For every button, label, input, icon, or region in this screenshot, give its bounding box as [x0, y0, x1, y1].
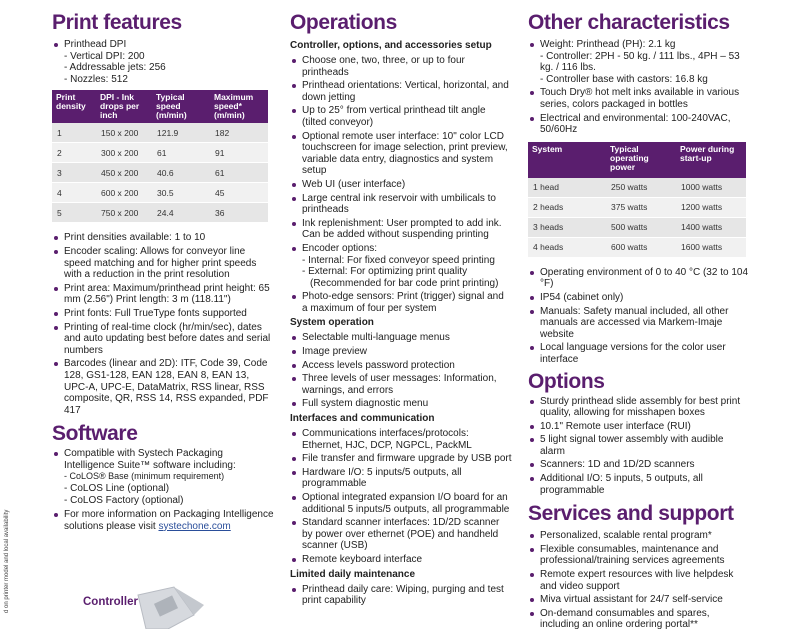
table-cell: 1200 watts: [676, 197, 746, 217]
table-row: [52, 143, 268, 163]
table-cell: 182: [210, 123, 268, 143]
other-characteristics-heading: Other characteristics: [528, 11, 730, 34]
software-sub-item: - CoLOS® Base (minimum requirement): [64, 471, 225, 482]
print-density-table: [52, 90, 268, 223]
software-sub-item: - CoLOS Line (optional): [64, 483, 170, 495]
encoder-sub-item: - Internal: For fixed conveyor speed printing: [302, 254, 495, 266]
table-row: [528, 178, 746, 198]
list-item: [528, 39, 750, 85]
table-cell: 750 x 200: [96, 203, 152, 223]
encoder-sub-item: (Recommended for bar code print printing): [310, 277, 499, 289]
systechone-link[interactable]: systechone.com: [158, 520, 231, 532]
list-item: Flexible consumables, maintenance and professional/training services agreements: [528, 544, 750, 567]
table-cell: 1600 watts: [676, 237, 746, 257]
list-item: 5 light signal tower assembly with audible alarm: [528, 434, 750, 457]
list-item: On-demand consumables and spares, including an online ordering portal**: [528, 608, 750, 631]
table-cell: 1400 watts: [676, 217, 746, 237]
table-row: [52, 123, 268, 143]
list-item: Three levels of user messages: Information, warnings, and errors: [290, 373, 512, 396]
column-other: [528, 0, 750, 633]
list-item: Encoder scaling: Allows for conveyor line speed matching and for higher print speeds with a reduction in the print resolution: [52, 246, 274, 281]
print-features-heading: Print features: [52, 11, 182, 34]
operations-heading: Operations: [290, 11, 397, 34]
list-item: Full system diagnostic menu: [290, 398, 512, 410]
table-cell: 61: [152, 143, 210, 163]
column-print-features: [52, 0, 274, 534]
encoder-options-label: Encoder options:: [302, 242, 378, 254]
table-cell: 121.9: [152, 123, 210, 143]
list-item: Operating environment of 0 to 40 °C (32 to 104 °F): [528, 267, 750, 290]
list-item: Ink replenishment: User prompted to add ink. Can be added without suspending printing: [290, 218, 512, 241]
table-row: [528, 217, 746, 237]
list-item: Print fonts: Full TrueType fonts supported: [52, 308, 274, 320]
list-item: Up to 25° from vertical printhead tilt angle (tilted conveyor): [290, 105, 512, 128]
list-item: File transfer and firmware upgrade by USB port: [290, 453, 512, 465]
table-header: Typical speed (m/min): [152, 90, 210, 123]
table-cell: 30.5: [152, 183, 210, 203]
controller-setup-heading: Controller, options, and accessories setup: [290, 40, 492, 51]
table-cell: 2: [52, 143, 96, 163]
list-item: Touch Dry® hot melt inks available in various series, colors packaged in bottles: [528, 87, 750, 110]
power-table: [528, 142, 746, 258]
column-operations: [290, 0, 512, 609]
table-cell: 5: [52, 203, 96, 223]
list-item: Printhead daily care: Wiping, purging and test print capability: [290, 584, 512, 607]
list-item: Personalized, scalable rental program*: [528, 530, 750, 542]
list-item: Local language versions for the color user interface: [528, 342, 750, 365]
weight-sub-item: - Controller base with castors: 16.8 kg: [540, 73, 708, 85]
table-cell: 250 watts: [606, 178, 676, 198]
dpi-sub-item: - Nozzles: 512: [64, 73, 128, 85]
table-header: System: [528, 142, 606, 178]
list-item: [52, 448, 274, 506]
list-item: IP54 (cabinet only): [528, 292, 750, 304]
list-item: Printhead orientations: Vertical, horizontal, and down jetting: [290, 80, 512, 103]
list-item: Scanners: 1D and 1D/2D scanners: [528, 459, 750, 471]
table-header: Power during start-up: [676, 142, 746, 178]
table-cell: 45: [210, 183, 268, 203]
table-cell: 300 x 200: [96, 143, 152, 163]
list-item: Communications interfaces/protocols: Ethernet, HJC, DCP, NGPCL, PackML: [290, 428, 512, 451]
table-cell: 375 watts: [606, 197, 676, 217]
list-item: Web UI (user interface): [290, 179, 512, 191]
table-header: Print density: [52, 90, 96, 123]
table-cell: 1: [52, 123, 96, 143]
table-row: [528, 237, 746, 257]
list-item: Print area: Maximum/printhead print height: 65 mm (2.56") Print length: 3 m (118.11"): [52, 283, 274, 306]
table-row: [528, 197, 746, 217]
list-item: Standard scanner interfaces: 1D/2D scanner by power over ethernet (POE) and handheld scanner (USB): [290, 517, 512, 552]
table-cell: 4 heads: [528, 237, 606, 257]
side-footnote: d on printer model and local availability: [4, 509, 10, 613]
table-cell: 150 x 200: [96, 123, 152, 143]
table-cell: 61: [210, 163, 268, 183]
printhead-dpi-item: [52, 39, 274, 85]
list-item: Remote keyboard interface: [290, 554, 512, 566]
list-item: Miva virtual assistant for 24/7 self-service: [528, 594, 750, 606]
list-item: Photo-edge sensors: Print (trigger) signal and a maximum of four per system: [290, 291, 512, 314]
table-cell: 600 watts: [606, 237, 676, 257]
table-cell: 24.4: [152, 203, 210, 223]
controller-label: Controller: [83, 596, 138, 608]
list-item: Large central ink reservoir with umbilicals to printheads: [290, 193, 512, 216]
table-row: [52, 163, 268, 183]
services-heading: Services and support: [528, 502, 734, 526]
list-item: Sturdy printhead slide assembly for best print quality, allowing for misshapen boxes: [528, 396, 750, 419]
list-item: Manuals: Safety manual included, all other manuals are accessed via Markem-Imaje website: [528, 306, 750, 341]
table-cell: 4: [52, 183, 96, 203]
software-sub-item: - CoLOS Factory (optional): [64, 494, 184, 506]
list-item: Choose one, two, three, or up to four printheads: [290, 55, 512, 78]
table-row: [52, 203, 268, 223]
table-header: DPI - Ink drops per inch: [96, 90, 152, 123]
interfaces-heading: Interfaces and communication: [290, 413, 435, 425]
dpi-sub-item: - Addressable jets: 256: [64, 62, 166, 74]
software-heading: Software: [52, 422, 138, 446]
table-cell: 450 x 200: [96, 163, 152, 183]
list-item: Hardware I/O: 5 inputs/5 outputs, all programmable: [290, 467, 512, 490]
table-header: Maximum speed* (m/min): [210, 90, 268, 123]
more-info-text: For more information on Packaging Intelligence solutions please visit: [64, 509, 274, 532]
system-operation-heading: System operation: [290, 317, 374, 329]
options-heading: Options: [528, 369, 605, 393]
software-compat-text: Compatible with Systech Packaging Intelligence Suite™ software including:: [64, 448, 236, 471]
list-item: Optional integrated expansion I/O board for an additional 5 inputs/5 outputs, all programmable: [290, 492, 512, 515]
list-item: Additional I/O: 5 inputs, 5 outputs, all programmable: [528, 473, 750, 496]
list-item: Electrical and environmental: 100-240VAC, 50/60Hz: [528, 113, 750, 136]
list-item: Access levels password protection: [290, 360, 512, 372]
weight-text: Weight: Printhead (PH): 2.1 kg: [540, 39, 676, 50]
maintenance-heading: Limited daily maintenance: [290, 568, 416, 580]
weight-sub-item: - Controller: 2PH - 50 kg. / 111 lbs., 4PH – 53 kg. / 116 lbs.: [540, 50, 740, 74]
table-cell: 1000 watts: [676, 178, 746, 198]
table-cell: 3 heads: [528, 217, 606, 237]
table-cell: 40.6: [152, 163, 210, 183]
dpi-label: Printhead DPI: [64, 39, 127, 50]
list-item: 10.1" Remote user interface (RUI): [528, 421, 750, 433]
table-cell: 36: [210, 203, 268, 223]
table-cell: 91: [210, 143, 268, 163]
list-item: Barcodes (linear and 2D): ITF, Code 39, Code 128, GS1-128, EAN 128, EAN 8, EAN 13, UPC-A, UPC-E, DataMatrix, RSS linear, RSS composite, QR, RSS 14, RSS expanded, PDF 417: [52, 358, 274, 416]
table-cell: 3: [52, 163, 96, 183]
table-row: [52, 183, 268, 203]
dpi-sub-item: - Vertical DPI: 200: [64, 50, 145, 62]
list-item: Optional remote user interface: 10" color LCD touchscreen for image selection, print preview, variable data entry, diagnostics and system setup: [290, 131, 512, 177]
table-cell: 600 x 200: [96, 183, 152, 203]
list-item: Remote expert resources with live helpdesk and video support: [528, 569, 750, 592]
table-header: Typical operating power: [606, 142, 676, 178]
table-cell: 1 head: [528, 178, 606, 198]
list-item: Print densities available: 1 to 10: [52, 232, 274, 244]
table-cell: 2 heads: [528, 197, 606, 217]
list-item: [290, 243, 512, 289]
table-cell: 500 watts: [606, 217, 676, 237]
list-item: Image preview: [290, 346, 512, 358]
list-item: Selectable multi-language menus: [290, 332, 512, 344]
list-item: [52, 509, 274, 532]
encoder-sub-item: - External: For optimizing print quality: [302, 266, 468, 278]
list-item: Printing of real-time clock (hr/min/sec), dates and auto updating best before dates and serial numbers: [52, 322, 274, 357]
